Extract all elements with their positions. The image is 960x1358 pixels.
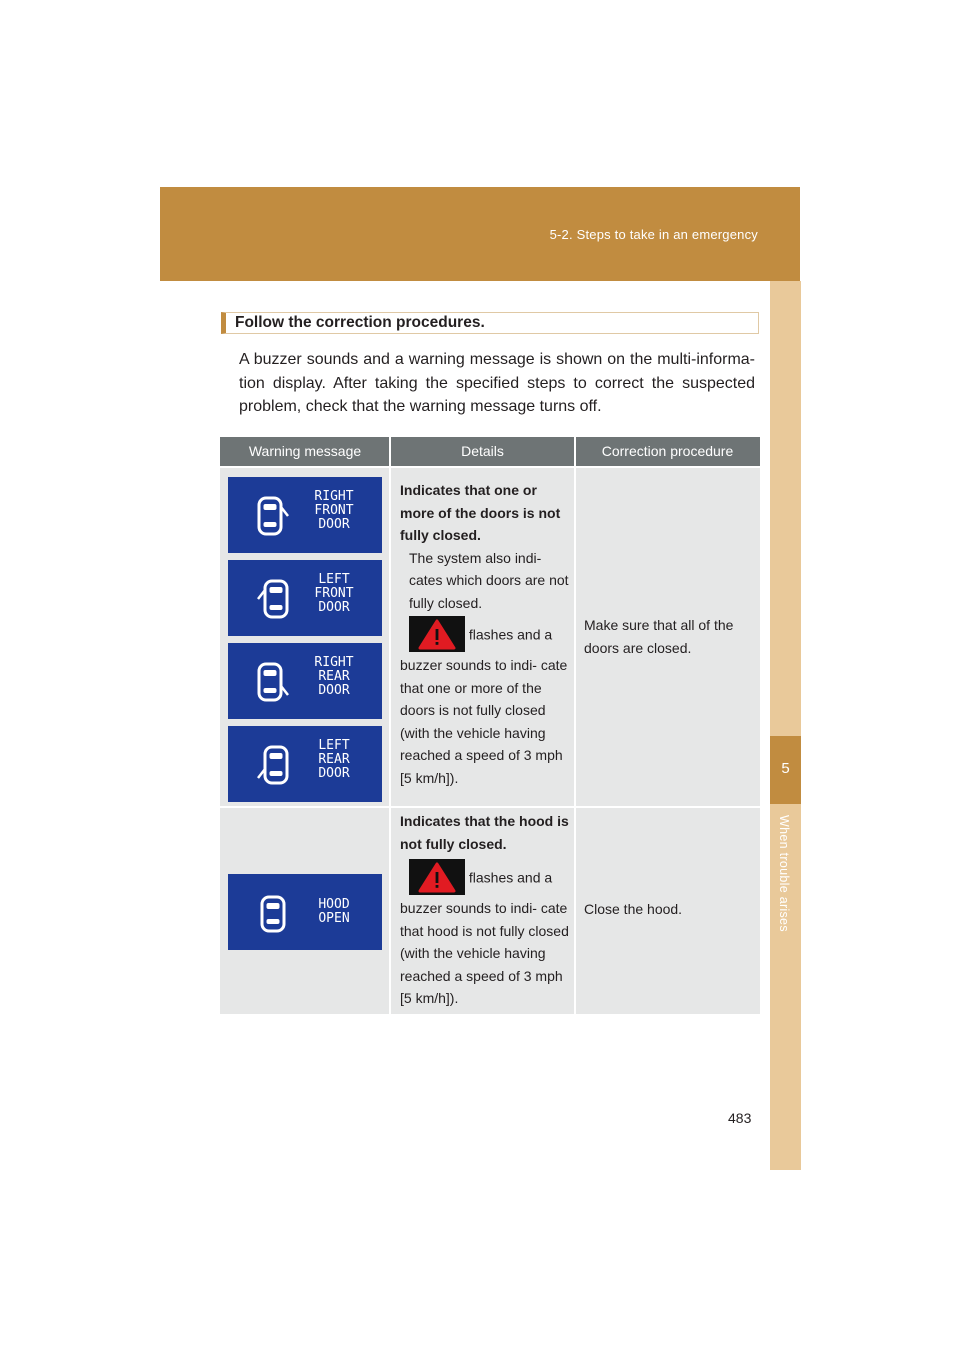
details-cell (400, 810, 572, 1010)
correction-cell: Close the hood. (584, 901, 683, 917)
side-tab (770, 281, 801, 1170)
left-front-door-display (228, 560, 382, 636)
heading-text: Follow the correction procedures. (235, 314, 485, 331)
right-rear-door-display (228, 643, 382, 719)
warning-light-icon (409, 616, 465, 652)
correction-cell: Make sure that all of the doors are closed. (584, 617, 734, 656)
display-text: HOOD OPEN (318, 897, 350, 926)
header-divider (574, 437, 576, 466)
header-band (160, 187, 800, 281)
section-heading (221, 312, 759, 334)
details-heading: Indicates that the hood is not fully closed. (400, 813, 569, 852)
warning-table (220, 437, 760, 1014)
details-cell (400, 479, 572, 789)
chapter-title: When trouble arises (777, 815, 791, 932)
table-row (220, 466, 760, 806)
car-door-open-icon (256, 660, 290, 704)
left-rear-door-display (228, 726, 382, 802)
chapter-tab (770, 736, 801, 804)
right-front-door-display (228, 477, 382, 553)
display-text: LEFT REAR DOOR (318, 738, 350, 781)
car-door-open-icon (256, 577, 290, 621)
column-divider (389, 808, 391, 1014)
warning-light-icon (409, 859, 465, 895)
car-door-open-icon (256, 494, 290, 538)
details-heading: Indicates that one or more of the doors is not fully closed. (400, 482, 561, 543)
details-flash: flashes and a buzzer sounds to indi- cate that hood is not fully closed (with the vehicle having reached a speed of 3 mph [5 km/h]). (400, 861, 572, 1010)
display-text: RIGHT REAR DOOR (314, 655, 354, 698)
intro-paragraph: A buzzer sounds and a warning message is shown on the multi-informa- tion display. After taking the specified steps to correct the suspected problem, check that the warning message turns off. (239, 351, 755, 415)
table-row (220, 806, 760, 1014)
details-note: The system also indi- cates which doors are not fully closed. (409, 549, 569, 611)
car-hood-open-icon (256, 891, 290, 935)
header-correction: Correction procedure (601, 443, 734, 459)
header-details: Details (461, 443, 504, 459)
display-text: RIGHT FRONT DOOR (314, 489, 354, 532)
column-divider (574, 808, 576, 1014)
details-flash: flashes and a buzzer sounds to indi- cate that one or more of the doors is not fully closed (with the vehicle having reached a speed of 3 mph [5 km/h]). (400, 618, 572, 789)
display-text: LEFT FRONT DOOR (314, 572, 354, 615)
table-header (220, 437, 760, 466)
page-number: 483 (728, 1110, 752, 1126)
hood-open-display (228, 874, 382, 950)
chapter-number: 5 (781, 760, 790, 777)
car-door-open-icon (256, 743, 290, 787)
section-title: 5-2. Steps to take in an emergency (549, 227, 758, 242)
column-divider (574, 468, 576, 806)
column-divider (389, 468, 391, 806)
header-divider (389, 437, 391, 466)
header-warning-message: Warning message (248, 443, 362, 459)
